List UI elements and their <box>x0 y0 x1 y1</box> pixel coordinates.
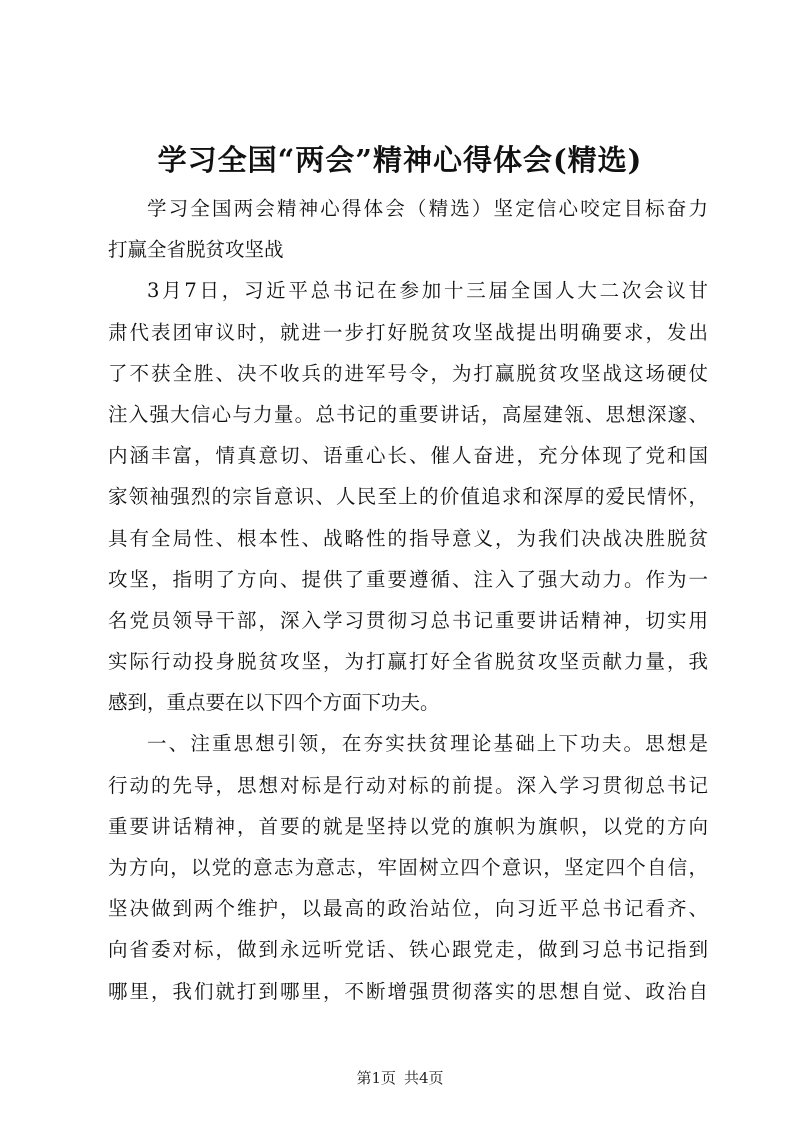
document-body <box>108 188 708 1012</box>
text-line: 3月7日，习近平总书记在参加十三届全国人大二次会议甘 <box>147 279 708 303</box>
text-line: 行动的先导，思想对标是行动对标的前提。深入学习贯彻总书记 <box>108 773 708 797</box>
document-title: 学习全国“两会”精神心得体会(精选) <box>157 143 643 177</box>
page-number: 第1页 <box>356 1069 396 1087</box>
text-line: 重要讲话精神，首要的就是坚持以党的旗帜为旗帜，以党的方向 <box>108 814 708 838</box>
total-pages: 共4页 <box>404 1069 444 1087</box>
text-line: 学习全国两会精神心得体会（精选）坚定信心咬定目标奋力 <box>147 197 708 220</box>
paragraph-3 <box>108 723 708 1011</box>
text-line: 实际行动投身脱贫攻坚，为打赢打好全省脱贫攻坚贡献力量，我 <box>108 650 708 674</box>
text-line: 一、注重思想引领，在夯实扶贫理论基础上下功夫。思想是 <box>147 732 708 756</box>
page-footer <box>0 1068 800 1088</box>
text-line: 肃代表团审议时，就进一步打好脱贫攻坚战提出明确要求，发出 <box>108 320 708 344</box>
text-line: 注入强大信心与力量。总书记的重要讲话，高屋建瓴、思想深邃、 <box>108 402 708 426</box>
paragraph-1 <box>108 188 708 270</box>
text-line: 名党员领导干部，深入学习贯彻习总书记重要讲话精神，切实用 <box>108 608 708 632</box>
text-line: 感到，重点要在以下四个方面下功夫。 <box>108 691 440 715</box>
text-line: 坚决做到两个维护，以最高的政治站位，向习近平总书记看齐、 <box>108 897 708 921</box>
text-line: 打赢全省脱贫攻坚战 <box>108 238 284 262</box>
text-line: 攻坚，指明了方向、提供了重要遵循、注入了强大动力。作为一 <box>108 567 708 591</box>
text-line: 为方向，以党的意志为意志，牢固树立四个意识，坚定四个自信， <box>108 856 708 879</box>
text-line: 哪里，我们就打到哪里，不断增强贯彻落实的思想自觉、政治自 <box>108 979 708 1003</box>
paragraph-2 <box>108 270 708 723</box>
text-line: 家领袖强烈的宗旨意识、人民至上的价值追求和深厚的爱民情怀， <box>108 485 708 509</box>
text-line: 内涵丰富，情真意切、语重心长、催人奋进，充分体现了党和国 <box>108 444 708 468</box>
text-line: 了不获全胜、决不收兵的进军号令，为打赢脱贫攻坚战这场硬仗 <box>108 361 708 385</box>
text-line: 具有全局性、根本性、战略性的指导意义，为我们决战决胜脱贫 <box>108 526 708 550</box>
text-line: 向省委对标，做到永远听党话、铁心跟党走，做到习总书记指到 <box>108 938 708 962</box>
